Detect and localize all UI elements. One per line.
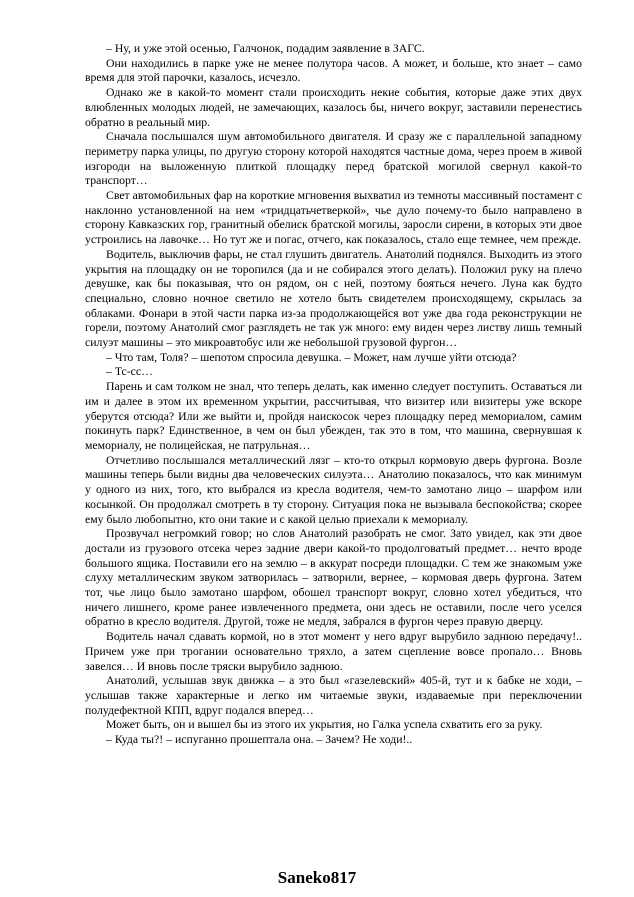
paragraph: Может быть, он и вышел бы из этого их укрытия, но Галка успела схватить его за руку. bbox=[106, 718, 543, 732]
paragraph: – Что там, Толя? – шепотом спросила девушка. – Может, нам лучше уйти отсюда? bbox=[106, 350, 517, 364]
author-signature: Saneko817 bbox=[277, 868, 357, 887]
paragraph: – Ну, и уже этой осенью, Галчонок, подадим заявление в ЗАГС. bbox=[106, 42, 425, 55]
paragraph: Водитель, выключив фары, не стал глушить двигатель. Анатолий поднялся. Выходить из этого укрытия на площадку он не торопился (да и не собирался этого делать). Положил руку на плечо девушке, как бы показывая, что он рядом, он с ней, поэтому бояться нечего. Луна как будто специально, словно ночное светило не хотело быть свидетелем происходящему, скрылась за облаками. Фонари в этой части парка из-за продолжающейся вот уже два года реконструкции не горели, поэтому Анатолий смог разглядеть не так уж много: ему виден через листву лишь темный силуэт машины – это микроавтобус или же небольшой грузовой фургон… bbox=[85, 247, 582, 350]
paragraph: Однако же в какой-то момент стали происходить некие события, которые даже этих двух влюбленных молодых людей, не замечающих, казалось бы, ничего вокруг, заставили перенестись обратно в реальный мир. bbox=[85, 86, 582, 129]
paragraph: – Тс-сс… bbox=[106, 365, 153, 379]
paragraph: Отчетливо послышался металлический лязг – кто-то открыл кормовую дверь фургона. Возле машины теперь были видны два человеческих силуэта… Анатолию показалось, что как минимум у одного из них, того, кто выбрался из кресла водителя, чем-то замотано лицо – шарфом или косынкой. Он продолжал смотреть в ту сторону. Ситуация пока не вызывала беспокойства; скорее ему было любопытно, кто они такие и с какой целью приехали к мемориалу. bbox=[85, 453, 582, 526]
paragraph: Парень и сам толком не знал, что теперь делать, как именно следует поступить. Оставаться ли им и далее в этом их временном укрытии, рассчитывая, что визитер или визитеры уже вскоре уберутся отсюда? Или же выйти и, пройдя наискосок через площадку перед мемориалом, самим покинуть парк? Единственное, в чем он был убежден, так это в том, что машина, свернувшая к мемориалу, не полицейская, не патрульная… bbox=[85, 380, 582, 452]
paragraph: – Куда ты?! – испуганно прошептала она. – Зачем? Не ходи!.. bbox=[106, 733, 413, 747]
paragraph: Свет автомобильных фар на короткие мгновения выхватил из темноты массивный постамент с наклонно установленной на нем «тридцатьчетверкой», чье дуло почему-то было направлено в сторону Кавказских гор, гранитный обелиск братской могилы, заросли сирени, в которых эти двое устроились на лавочке… Но тут же и погас, отчего, как показалось, стало еще темнее, чем прежде. bbox=[85, 189, 582, 247]
paragraph: Сначала послышался шум автомобильного двигателя. И сразу же с параллельной западному периметру парка улицы, по другую сторону которой находятся частные дома, через проем в живой изгороди на выложенную плиткой площадку перед братской могилой свернул какой-то транспорт… bbox=[85, 130, 582, 188]
document-body bbox=[85, 42, 582, 748]
paragraph: Прозвучал негромкий говор; но слов Анатолий разобрать не смог. Зато увидел, как эти двое достали из грузового отсека через задние двери какой-то продолговатый предмет… нечто вроде большого ящика. Поставили его на землю – в аккурат посреди площадки. С тем же знакомым уже слуху металлическим звуком затворилась – затворили, вернее, – кормовая дверь фургона. Затем тот, чье лицо было замотано шарфом, обошел транспорт вокруг, словно хотел убедиться, что ничего лишнего, кроме ранее извлеченного предмета, они здесь не оставили, после чего уселся обратно в кресло водителя. Другой, тоже не медля, забрался в фургон через правую дверцу. bbox=[85, 527, 582, 629]
paragraph: Они находились в парке уже не менее полутора часов. А может, и больше, кто знает – само время для этой парочки, казалось, исчезло. bbox=[85, 56, 582, 85]
paragraph: Водитель начал сдавать кормой, но в этот момент у него вдруг вырубило заднюю передачу!.. Причем уже при трогании основательно тряхло, а затем сцепление вовсе пропало… Вновь завелся… И вновь после тряски вырубило заднюю. bbox=[85, 630, 582, 673]
paragraph: Анатолий, услышав звук движка – а это был «газелевский» 405-й, тут и к бабке не ходи, – услышав также характерные и легко им читаемые звуки, издаваемые при переключении полудефектной КПП, вдруг подался вперед… bbox=[85, 674, 582, 717]
